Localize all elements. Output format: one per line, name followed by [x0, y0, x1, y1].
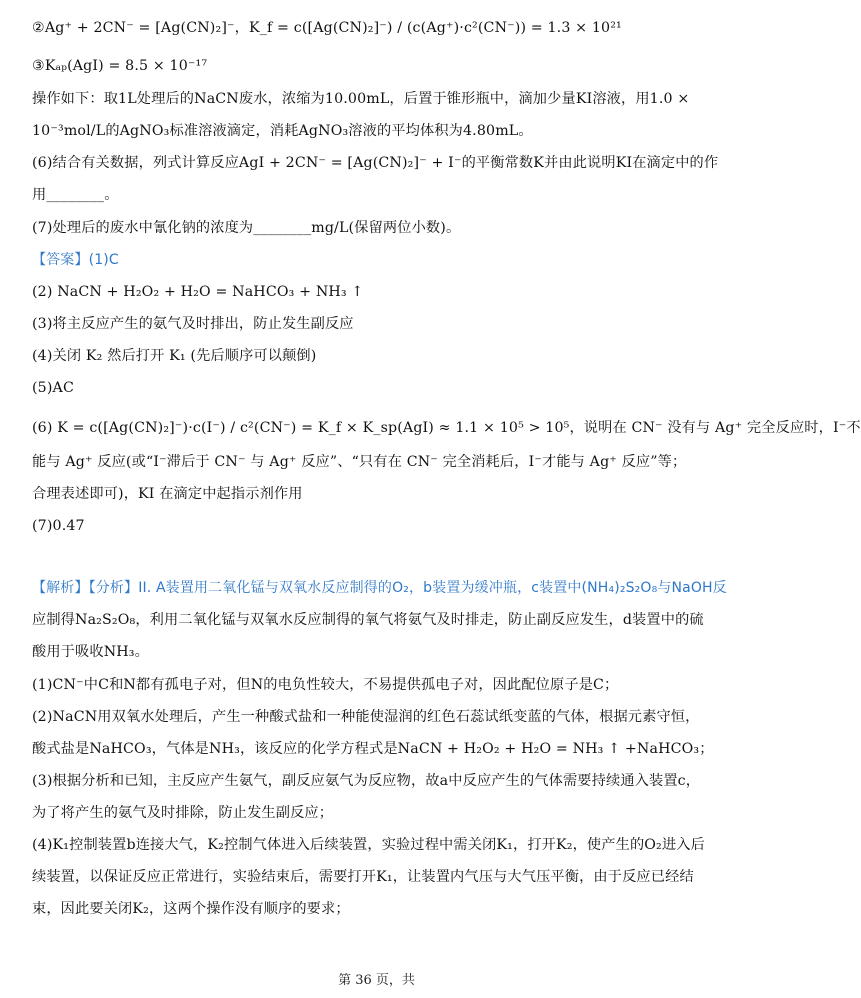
text-line-3: 操作如下：取1L处理后的NaCN废水，浓缩为10.00mL，后置于锥形瓶中，滴加少量KI溶液，用1.0 × [32, 91, 690, 107]
text-line-7: (7)处理后的废水中氰化钠的浓度为________mg/L(保留两位小数)。 [32, 220, 461, 236]
answer-line-7: 能与 Ag⁺ 反应(或“I⁻滞后于 CN⁻ 与 Ag⁺ 反应”、“只有在 CN⁻ 完全消耗后，I⁻才能与 Ag⁺ 反应”等； [32, 454, 687, 470]
analysis-line-1 [32, 578, 727, 598]
text-line-6: 用________。 [32, 187, 119, 203]
text-line-4: 10⁻³mol/L的AgNO₃标准溶液滴定，消耗AgNO₃溶液的平均体积为4.80mL。 [32, 123, 533, 139]
analysis-line-10: 续装置，以保证反应正常进行，实验结束后，需要打开K₁，让装置内气压与大气压平衡，由于反应已经结 [32, 869, 694, 885]
answer-line-8: 合理表述即可)，KI 在滴定中起指示剂作用 [32, 486, 303, 502]
analysis-tag: 【解析】【分析】II. A装置用二氧化锰与双氧水反应制得的O₂，b装置为缓冲瓶，c装置中(NH₄)₂S₂O₈与NaOH反 [32, 580, 727, 596]
answer-line-2: (2) NaCN + H₂O₂ + H₂O = NaHCO₃ + NH₃ ↑ [32, 284, 364, 300]
page-footer: 第 36 页，共 [338, 973, 415, 988]
answer-line-1 [32, 250, 722, 270]
answer-line-5: (5)AC [32, 380, 74, 396]
analysis-line-2: 应制得Na₂S₂O₈，利用二氧化锰与双氧水反应制得的氧气将氨气及时排走，防止副反应发生，d装置中的硫 [32, 612, 704, 628]
text-line-5: (6)结合有关数据，列式计算反应AgI + 2CN⁻ = [Ag(CN)₂]⁻ + I⁻的平衡常数K并由此说明KI在滴定中的作 [32, 155, 719, 171]
text-line-1: ②Ag⁺ + 2CN⁻ = [Ag(CN)₂]⁻，K_f = c([Ag(CN)₂]⁻) / (c(Ag⁺)·c²(CN⁻)) = 1.3 × 10²¹ [32, 20, 622, 36]
analysis-line-4: (1)CN⁻中C和N都有孤电子对，但N的电负性较大，不易提供孤电子对，因此配位原子是C； [32, 677, 619, 693]
analysis-line-11: 束，因此要关闭K₂，这两个操作没有顺序的要求； [32, 901, 350, 917]
analysis-line-5: (2)NaCN用双氧水处理后，产生一种酸式盐和一种能使湿润的红色石蕊试纸变蓝的气体，根据元素守恒， [32, 709, 700, 725]
analysis-line-9: (4)K₁控制装置b连接大气，K₂控制气体进入后续装置，实验过程中需关闭K₁，打开K₂，使产生的O₂进入后 [32, 837, 705, 853]
text-line-2: ③Kₐₚ(AgI) = 8.5 × 10⁻¹⁷ [32, 58, 208, 74]
analysis-line-8: 为了将产生的氨气及时排除，防止发生副反应； [32, 805, 334, 821]
analysis-line-3: 酸用于吸收NH₃。 [32, 644, 149, 660]
answer-line-4: (4)关闭 K₂ 然后打开 K₁ (先后顺序可以颠倒) [32, 348, 317, 364]
analysis-line-7: (3)根据分析和已知，主反应产生氨气，副反应氨气为反应物，故a中反应产生的气体需要持续通入装置c， [32, 773, 701, 789]
answer-tag: 【答案】(1)C [32, 252, 119, 268]
answer-line-3: (3)将主反应产生的氨气及时排出，防止发生副反应 [32, 316, 354, 332]
analysis-line-6: 酸式盐是NaHCO₃，气体是NH₃，该反应的化学方程式是NaCN + H₂O₂ + H₂O = NH₃ ↑ +NaHCO₃； [32, 741, 714, 757]
answer-line-6: (6) K = c([Ag(CN)₂]⁻)·c(I⁻) / c²(CN⁻) = K_f × K_sp(AgI) ≈ 1.1 × 10⁵ > 10⁵，说明在 CN⁻ 没有与 Ag⁺ 完全反应时，I⁻不 [32, 420, 861, 436]
answer-line-9: (7)0.47 [32, 518, 85, 534]
